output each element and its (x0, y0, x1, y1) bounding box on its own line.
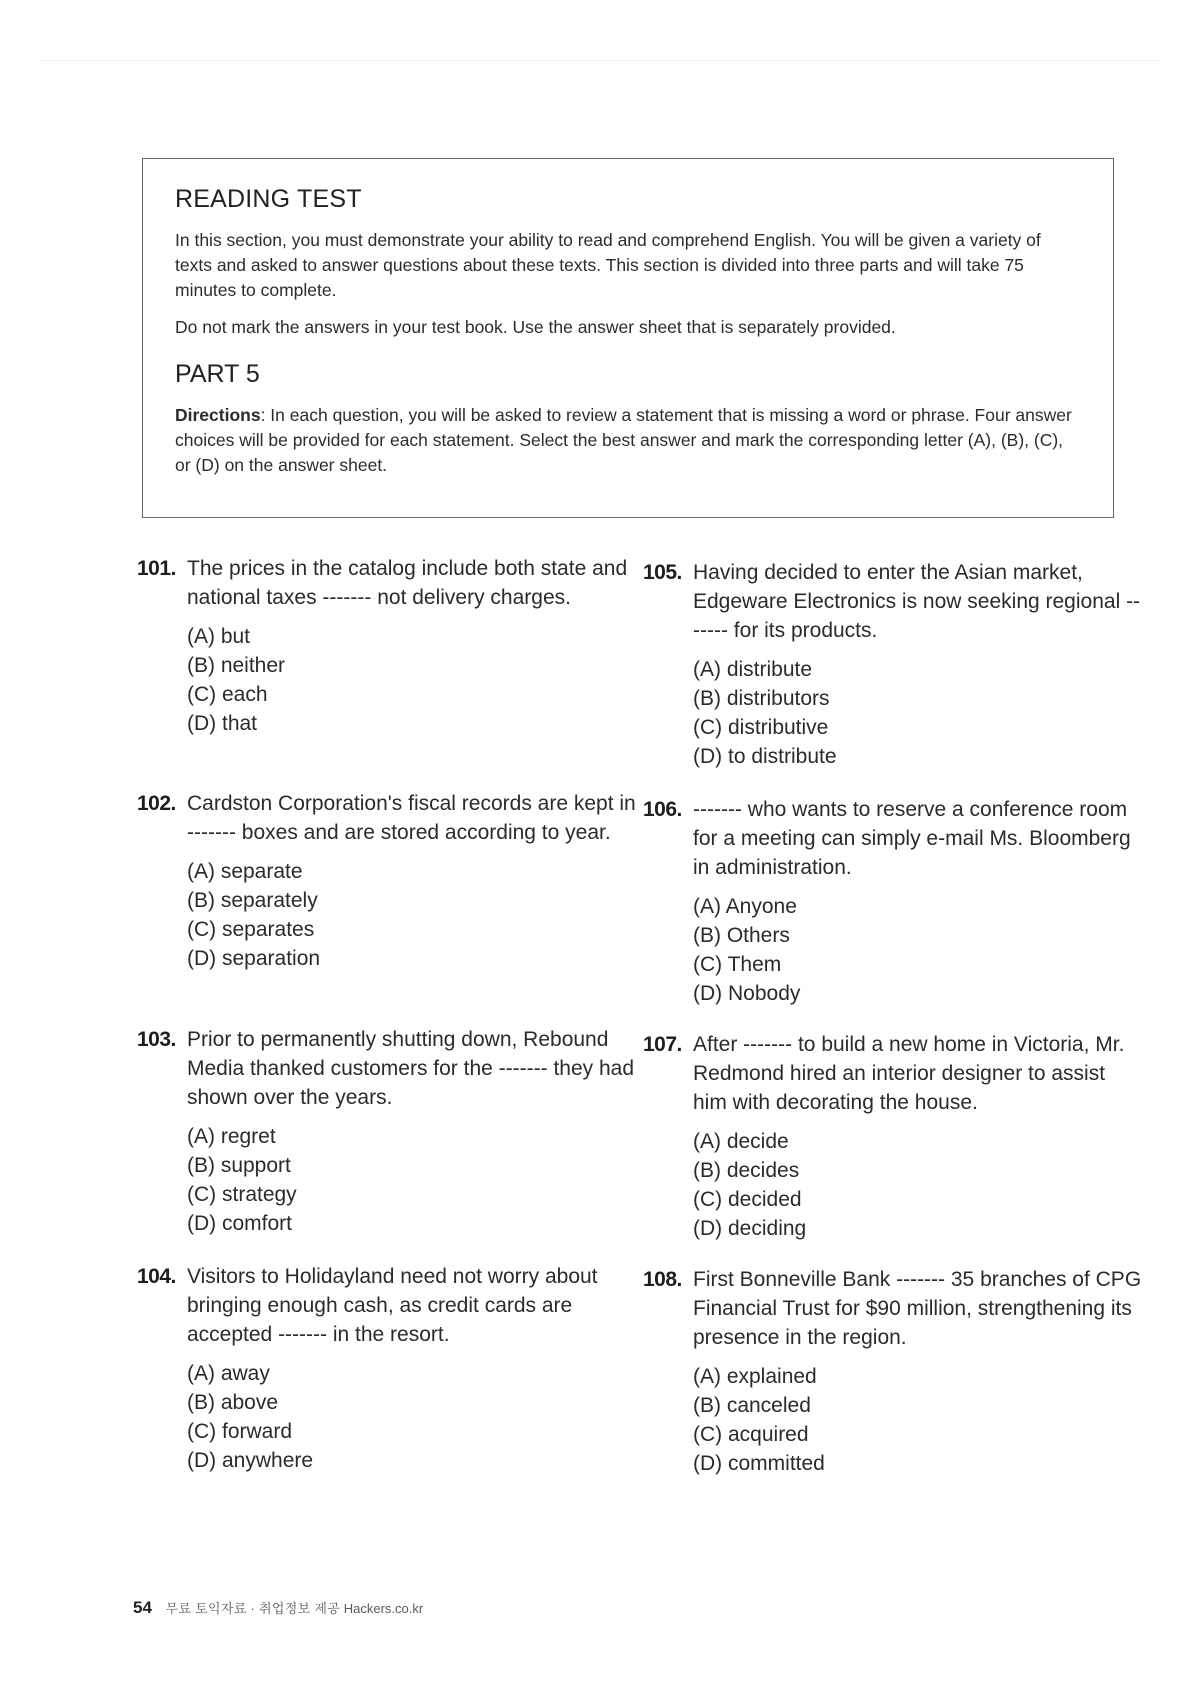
question-stem: Cardston Corporation's fiscal records are kept in ------- boxes and are stored according to year. (187, 792, 636, 844)
question-number: 106. (643, 798, 682, 821)
option-a[interactable]: (A) Anyone (693, 895, 797, 918)
question-106 (643, 795, 1143, 1008)
option-a[interactable]: (A) but (187, 625, 251, 648)
option-d[interactable]: (D) that (187, 712, 258, 735)
answer-options (693, 892, 1143, 1008)
directions-label: Directions (175, 405, 261, 425)
option-c[interactable]: (C) decided (693, 1188, 802, 1211)
page-number: 54 (133, 1598, 152, 1617)
question-number: 101. (137, 557, 176, 580)
answer-options (187, 1359, 637, 1475)
option-c[interactable]: (C) strategy (187, 1183, 297, 1206)
option-d[interactable]: (D) separation (187, 947, 321, 970)
answer-options (187, 1122, 637, 1238)
top-rule (40, 60, 1160, 61)
reading-test-note: Do not mark the answers in your test book. Use the answer sheet that is separately provided. (175, 317, 896, 337)
question-number: 102. (137, 792, 176, 815)
option-c[interactable]: (C) Them (693, 953, 782, 976)
question-number: 104. (137, 1265, 176, 1288)
option-c[interactable]: (C) forward (187, 1420, 293, 1443)
directions-text: : In each question, you will be asked to review a statement that is missing a word or phrase. Four answer choices will be provided for each statement. Select the best answer and mark the corresponding letter (A), (B), (C), or (D) on the answer sheet. (175, 405, 1072, 475)
question-104 (137, 1262, 637, 1475)
question-stem: After ------- to build a new home in Victoria, Mr. Redmond hired an interior designer to assist him with decorating the house. (693, 1033, 1125, 1114)
part5-directions (175, 403, 1081, 478)
option-a[interactable]: (A) decide (693, 1130, 789, 1153)
question-108 (643, 1265, 1143, 1478)
footer-promo: 무료 토익자료 · 취업정보 제공 (165, 1601, 341, 1616)
footer-site[interactable]: Hackers.co.kr (343, 1601, 424, 1616)
option-b[interactable]: (B) distributors (693, 687, 830, 710)
option-b[interactable]: (B) canceled (693, 1394, 811, 1417)
option-a[interactable]: (A) separate (187, 860, 303, 883)
page-footer (133, 1598, 423, 1618)
option-b[interactable]: (B) decides (693, 1159, 800, 1182)
option-a[interactable]: (A) away (187, 1362, 270, 1385)
answer-options (187, 857, 637, 973)
question-stem: First Bonneville Bank ------- 35 branches of CPG Financial Trust for $90 million, strengthening its presence in the region. (693, 1268, 1142, 1349)
question-105 (643, 558, 1143, 771)
answer-options (693, 1127, 1143, 1243)
question-number: 108. (643, 1268, 682, 1291)
option-d[interactable]: (D) committed (693, 1452, 825, 1475)
question-number: 105. (643, 561, 682, 584)
option-b[interactable]: (B) separately (187, 889, 318, 912)
option-d[interactable]: (D) to distribute (693, 745, 837, 768)
part5-title: PART 5 (175, 360, 260, 388)
option-a[interactable]: (A) regret (187, 1125, 276, 1148)
option-c[interactable]: (C) each (187, 683, 268, 706)
option-c[interactable]: (C) distributive (693, 716, 829, 739)
option-b[interactable]: (B) support (187, 1154, 291, 1177)
question-stem: Having decided to enter the Asian market, Edgeware Electronics is now seeking regional ------- for its products. (693, 561, 1141, 642)
option-d[interactable]: (D) deciding (693, 1217, 807, 1240)
question-102 (137, 789, 637, 973)
question-101 (137, 554, 637, 738)
option-d[interactable]: (D) Nobody (693, 982, 801, 1005)
question-number: 107. (643, 1033, 682, 1056)
question-stem: Visitors to Holidayland need not worry about bringing enough cash, as credit cards are accepted ------- in the resort. (187, 1265, 598, 1346)
reading-test-intro: In this section, you must demonstrate your ability to read and comprehend English. You will be given a variety of texts and asked to answer questions about these texts. This section is divided into three parts and will take 75 minutes to complete. (175, 230, 1041, 300)
question-stem: ------- who wants to reserve a conference room for a meeting can simply e-mail Ms. Bloomberg in administration. (693, 798, 1131, 879)
option-a[interactable]: (A) distribute (693, 658, 813, 681)
instructions-box (142, 158, 1114, 518)
question-stem: The prices in the catalog include both state and national taxes ------- not delivery charges. (187, 557, 628, 609)
option-d[interactable]: (D) anywhere (187, 1449, 314, 1472)
question-107 (643, 1030, 1143, 1243)
option-d[interactable]: (D) comfort (187, 1212, 292, 1235)
reading-test-title: READING TEST (175, 185, 362, 213)
answer-options (693, 1362, 1143, 1478)
option-c[interactable]: (C) separates (187, 918, 315, 941)
question-stem: Prior to permanently shutting down, Rebound Media thanked customers for the ------- they had shown over the years. (187, 1028, 635, 1109)
question-103 (137, 1025, 637, 1238)
option-b[interactable]: (B) above (187, 1391, 279, 1414)
answer-options (693, 655, 1143, 771)
option-b[interactable]: (B) neither (187, 654, 286, 677)
answer-options (187, 622, 637, 738)
question-number: 103. (137, 1028, 176, 1051)
option-a[interactable]: (A) explained (693, 1365, 817, 1388)
option-c[interactable]: (C) acquired (693, 1423, 809, 1446)
option-b[interactable]: (B) Others (693, 924, 790, 947)
